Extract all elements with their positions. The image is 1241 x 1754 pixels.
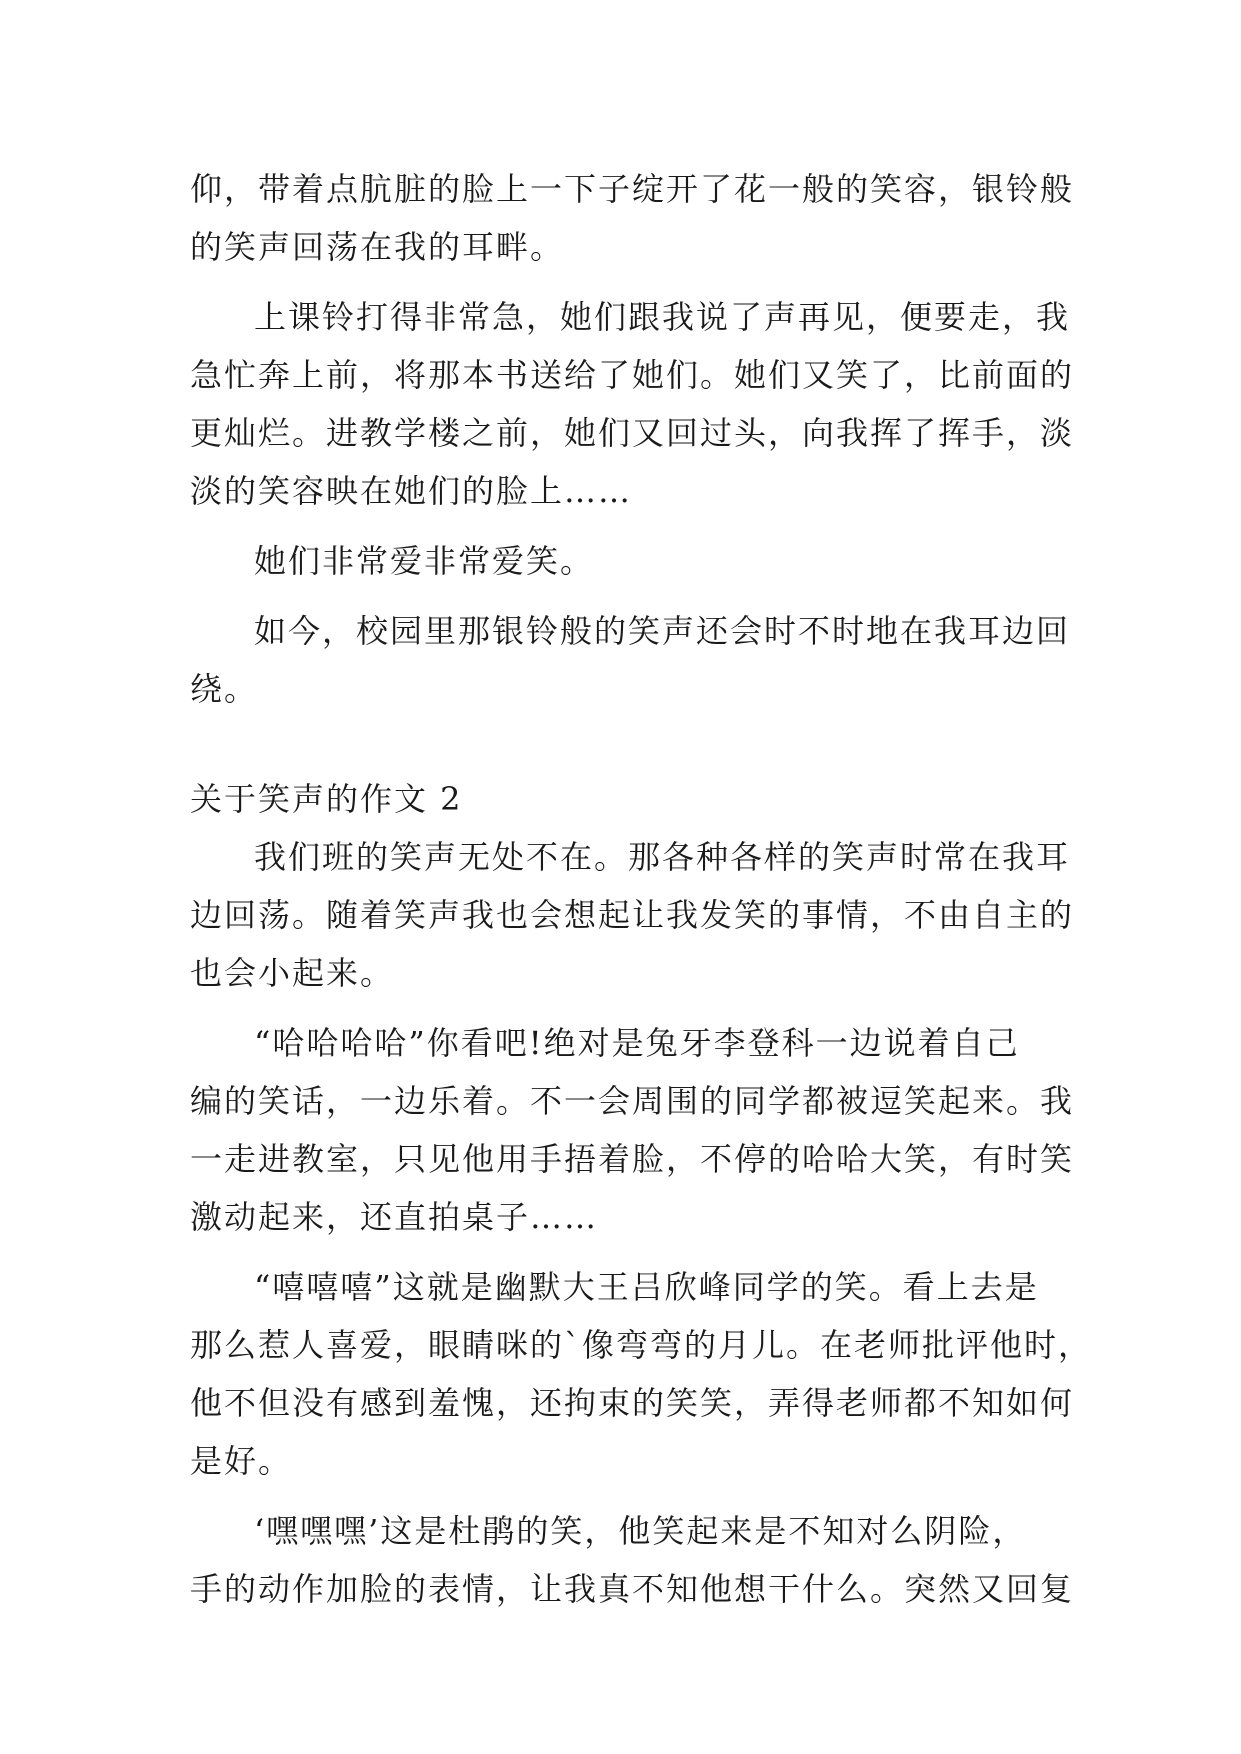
text-line: 是好。 xyxy=(190,1442,293,1480)
paragraph-start-line: ‘嘿嘿嘿’这是杜鹃的笑，他笑起来是不知对么阴险， xyxy=(254,1512,1027,1550)
text-line: 急忙奔上前，将那本书送给了她们。她们又笑了，比前面的 xyxy=(190,356,1075,394)
text-line: 边回荡。随着笑声我也会想起让我发笑的事情，不由自主的 xyxy=(190,896,1075,934)
paragraph-start-line: 上课铃打得非常急，她们跟我说了声再见，便要走，我 xyxy=(254,298,1071,336)
text-line: 编的笑话，一边乐着。不一会周围的同学都被逗笑起来。我 xyxy=(190,1082,1075,1120)
text-line: 激动起来，还直拍桌子…… xyxy=(190,1198,599,1236)
text-line: 淡的笑容映在她们的脸上…… xyxy=(190,472,633,510)
text-line: 那么惹人喜爱，眼睛咪的`像弯弯的月儿。在老师批评他时， xyxy=(190,1326,1093,1364)
paragraph-start-line: 她们非常爱非常爱笑。 xyxy=(254,542,595,580)
paragraph-start-line: 我们班的笑声无处不在。那各种各样的笑声时常在我耳 xyxy=(254,838,1071,876)
document-page xyxy=(190,160,1093,1618)
text-line: 的笑声回荡在我的耳畔。 xyxy=(190,228,565,266)
paragraph-start-line: “嘻嘻嘻”这就是幽默大王吕欣峰同学的笑。看上去是 xyxy=(254,1268,1039,1306)
text-line: 绕。 xyxy=(190,670,259,708)
text-line: 一走进教室，只见他用手捂着脸，不停的哈哈大笑，有时笑 xyxy=(190,1140,1075,1178)
text-line: 也会小起来。 xyxy=(190,954,395,992)
text-line: 他不但没有感到羞愧，还拘束的笑笑，弄得老师都不知如何 xyxy=(190,1384,1075,1422)
paragraph-start-line: 如今，校园里那银铃般的笑声还会时不时地在我耳边回 xyxy=(254,612,1071,650)
section-heading: 关于笑声的作文 2 xyxy=(190,780,463,818)
text-line: 仰，带着点肮脏的脸上一下子绽开了花一般的笑容，银铃般 xyxy=(190,170,1075,208)
text-line: 手的动作加脸的表情，让我真不知他想干什么。突然又回复 xyxy=(190,1570,1075,1608)
paragraph-start-line: “哈哈哈哈”你看吧!绝对是兔牙李登科一边说着自己 xyxy=(254,1024,1020,1062)
text-line: 更灿烂。进教学楼之前，她们又回过头，向我挥了挥手，淡 xyxy=(190,414,1075,452)
